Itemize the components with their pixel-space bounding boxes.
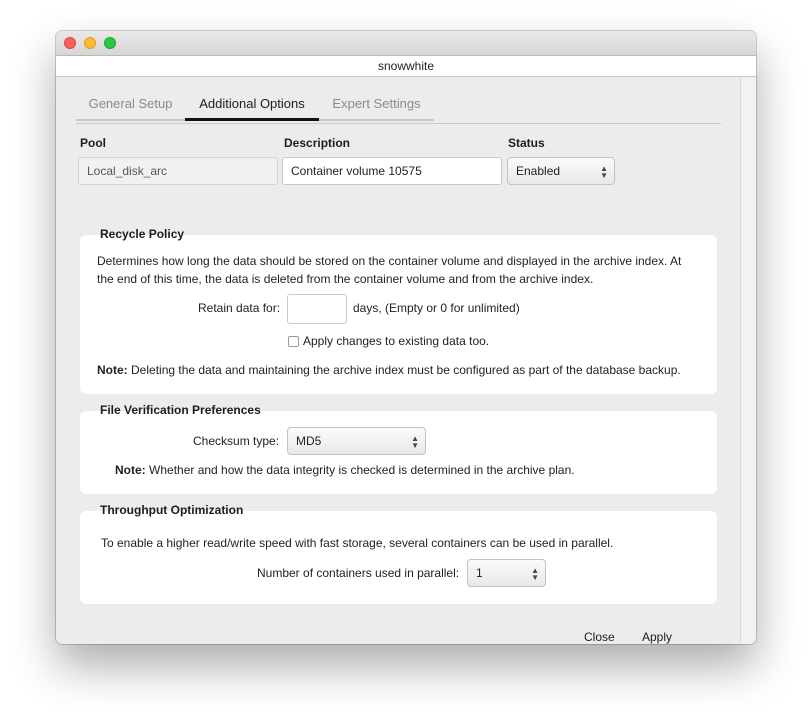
recycle-note-text: Deleting the data and maintaining the archive index must be configured as part of the database backup. bbox=[131, 363, 681, 377]
close-icon[interactable] bbox=[64, 37, 76, 49]
dialog-content bbox=[56, 77, 740, 644]
containers-label: Number of containers used in parallel: bbox=[257, 566, 460, 580]
zoom-icon[interactable] bbox=[104, 37, 116, 49]
verification-note bbox=[115, 461, 575, 479]
retain-suffix: days, (Empty or 0 for unlimited) bbox=[353, 301, 520, 315]
throughput-panel bbox=[80, 503, 717, 604]
scrollbar-track[interactable] bbox=[740, 77, 756, 644]
recycle-policy-panel bbox=[80, 227, 717, 394]
verification-note-text: Whether and how the data integrity is checked is determined in the archive plan. bbox=[149, 463, 575, 477]
verification-note-label: Note: bbox=[115, 463, 146, 477]
pool-label: Pool bbox=[80, 136, 106, 150]
description-label: Description bbox=[284, 136, 351, 150]
recycle-description-line1: Determines how long the data should be stored on the container volume and displayed in the archive index. At bbox=[97, 254, 682, 268]
select-arrows-icon: ▲ ▼ bbox=[531, 566, 539, 582]
checksum-label: Checksum type: bbox=[193, 434, 280, 448]
apply-button[interactable]: Apply bbox=[642, 630, 673, 644]
recycle-policy-title: Recycle Policy bbox=[100, 227, 185, 241]
description-field[interactable]: Container volume 10575 bbox=[282, 157, 502, 185]
apply-existing-checkbox[interactable] bbox=[288, 336, 299, 347]
containers-select[interactable] bbox=[467, 559, 546, 587]
select-arrows-icon: ▲ ▼ bbox=[411, 434, 419, 450]
dialog-window bbox=[56, 31, 756, 644]
window-title: snowwhite bbox=[56, 56, 756, 77]
tab-expert-settings[interactable]: Expert Settings bbox=[319, 88, 434, 121]
file-verification-title: File Verification Preferences bbox=[100, 403, 261, 417]
tab-additional-options[interactable]: Additional Options bbox=[185, 88, 319, 121]
tab-general-setup[interactable]: General Setup bbox=[76, 88, 185, 121]
throughput-title: Throughput Optimization bbox=[100, 503, 244, 517]
containers-select-value: 1 bbox=[476, 566, 483, 580]
checksum-select[interactable] bbox=[287, 427, 426, 455]
status-select[interactable] bbox=[507, 157, 615, 185]
minimize-icon[interactable] bbox=[84, 37, 96, 49]
throughput-description: To enable a higher read/write speed with fast storage, several containers can be used in parallel. bbox=[101, 536, 614, 550]
retain-days-input[interactable] bbox=[287, 294, 347, 324]
status-select-value: Enabled bbox=[516, 164, 561, 178]
pool-field: Local_disk_arc bbox=[78, 157, 278, 185]
title-bar[interactable] bbox=[56, 31, 756, 56]
close-button[interactable]: Close bbox=[584, 630, 615, 644]
tab-bar bbox=[76, 88, 721, 124]
recycle-note-label: Note: bbox=[97, 363, 128, 377]
apply-existing-label[interactable]: Apply changes to existing data too. bbox=[303, 334, 490, 348]
checksum-select-value: MD5 bbox=[296, 434, 322, 448]
status-label: Status bbox=[508, 136, 545, 150]
select-arrows-icon: ▲ ▼ bbox=[600, 164, 608, 180]
recycle-note bbox=[97, 361, 681, 379]
retain-label: Retain data for: bbox=[198, 301, 281, 315]
recycle-description-line2: the end of this time, the data is deleted from the container volume and from the archive index. bbox=[97, 272, 594, 286]
file-verification-panel bbox=[80, 403, 717, 494]
